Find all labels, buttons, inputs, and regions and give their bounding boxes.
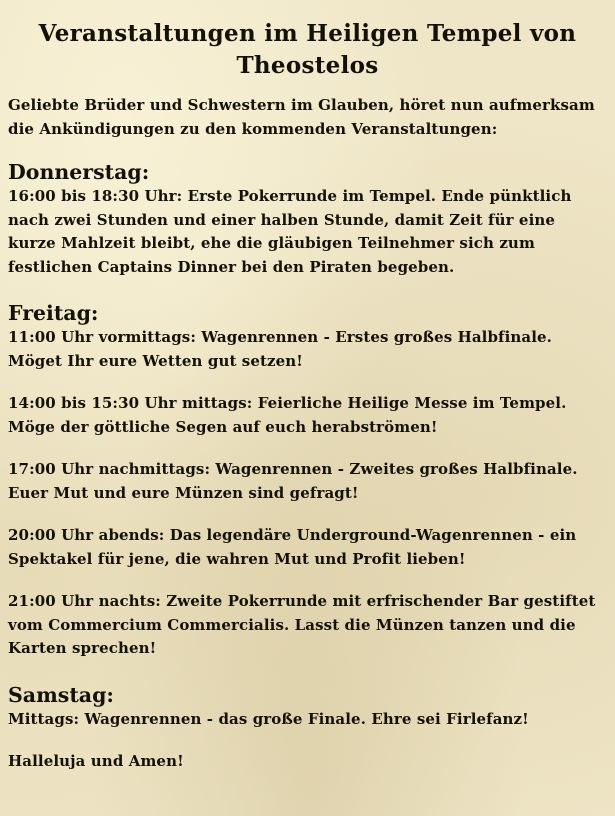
day-heading-saturday: Samstag: bbox=[8, 682, 114, 707]
event-entry: 17:00 Uhr nachmittags: Wagenrennen - Zweites großes Halbfinale. Euer Mut und eure Münzen sind gefragt! bbox=[8, 460, 578, 502]
day-section-saturday bbox=[8, 682, 607, 732]
event-entry: 21:00 Uhr nachts: Zweite Pokerrunde mit erfrischender Bar gestiftet vom Commercium Commercialis. Lasst die Münzen tanzen und die Karten sprechen! bbox=[8, 592, 596, 657]
day-heading-thursday: Donnerstag: bbox=[8, 160, 150, 184]
event-entry: 14:00 bis 15:30 Uhr mittags: Feierliche Heilige Messe im Tempel. Möge der göttliche Segen auf euch herabströmen! bbox=[8, 394, 567, 436]
event-entry: 20:00 Uhr abends: Das legendäre Underground-Wagenrennen - ein Spektakel für jene, die wahren Mut und Profit lieben! bbox=[8, 526, 577, 568]
day-section-friday bbox=[8, 300, 607, 661]
closing-line: Halleluja und Amen! bbox=[8, 752, 184, 770]
intro-paragraph: Geliebte Brüder und Schwestern im Glauben, höret nun aufmerksam die Ankündigungen zu den kommenden Veranstaltungen: bbox=[8, 96, 595, 138]
day-section-thursday bbox=[8, 159, 607, 279]
page-title: Veranstaltungen im Heiligen Tempel von Theostelos bbox=[38, 20, 577, 79]
day-heading-friday: Freitag: bbox=[8, 301, 99, 325]
event-entry: 11:00 Uhr vormittags: Wagenrennen - Erstes großes Halbfinale. Möget Ihr eure Wetten gut setzen! bbox=[8, 328, 552, 370]
event-entry: 16:00 bis 18:30 Uhr: Erste Pokerrunde im Tempel. Ende pünktlich nach zwei Stunden und einer halben Stunde, damit Zeit für eine kurze Mahlzeit bleibt, ehe die gläubigen Teilnehmer sich zum festlichen Captains Dinner bei den Piraten begeben. bbox=[8, 187, 572, 276]
event-entry: Mittags: Wagenrennen - das große Finale. Ehre sei Firlefanz! bbox=[8, 709, 529, 728]
